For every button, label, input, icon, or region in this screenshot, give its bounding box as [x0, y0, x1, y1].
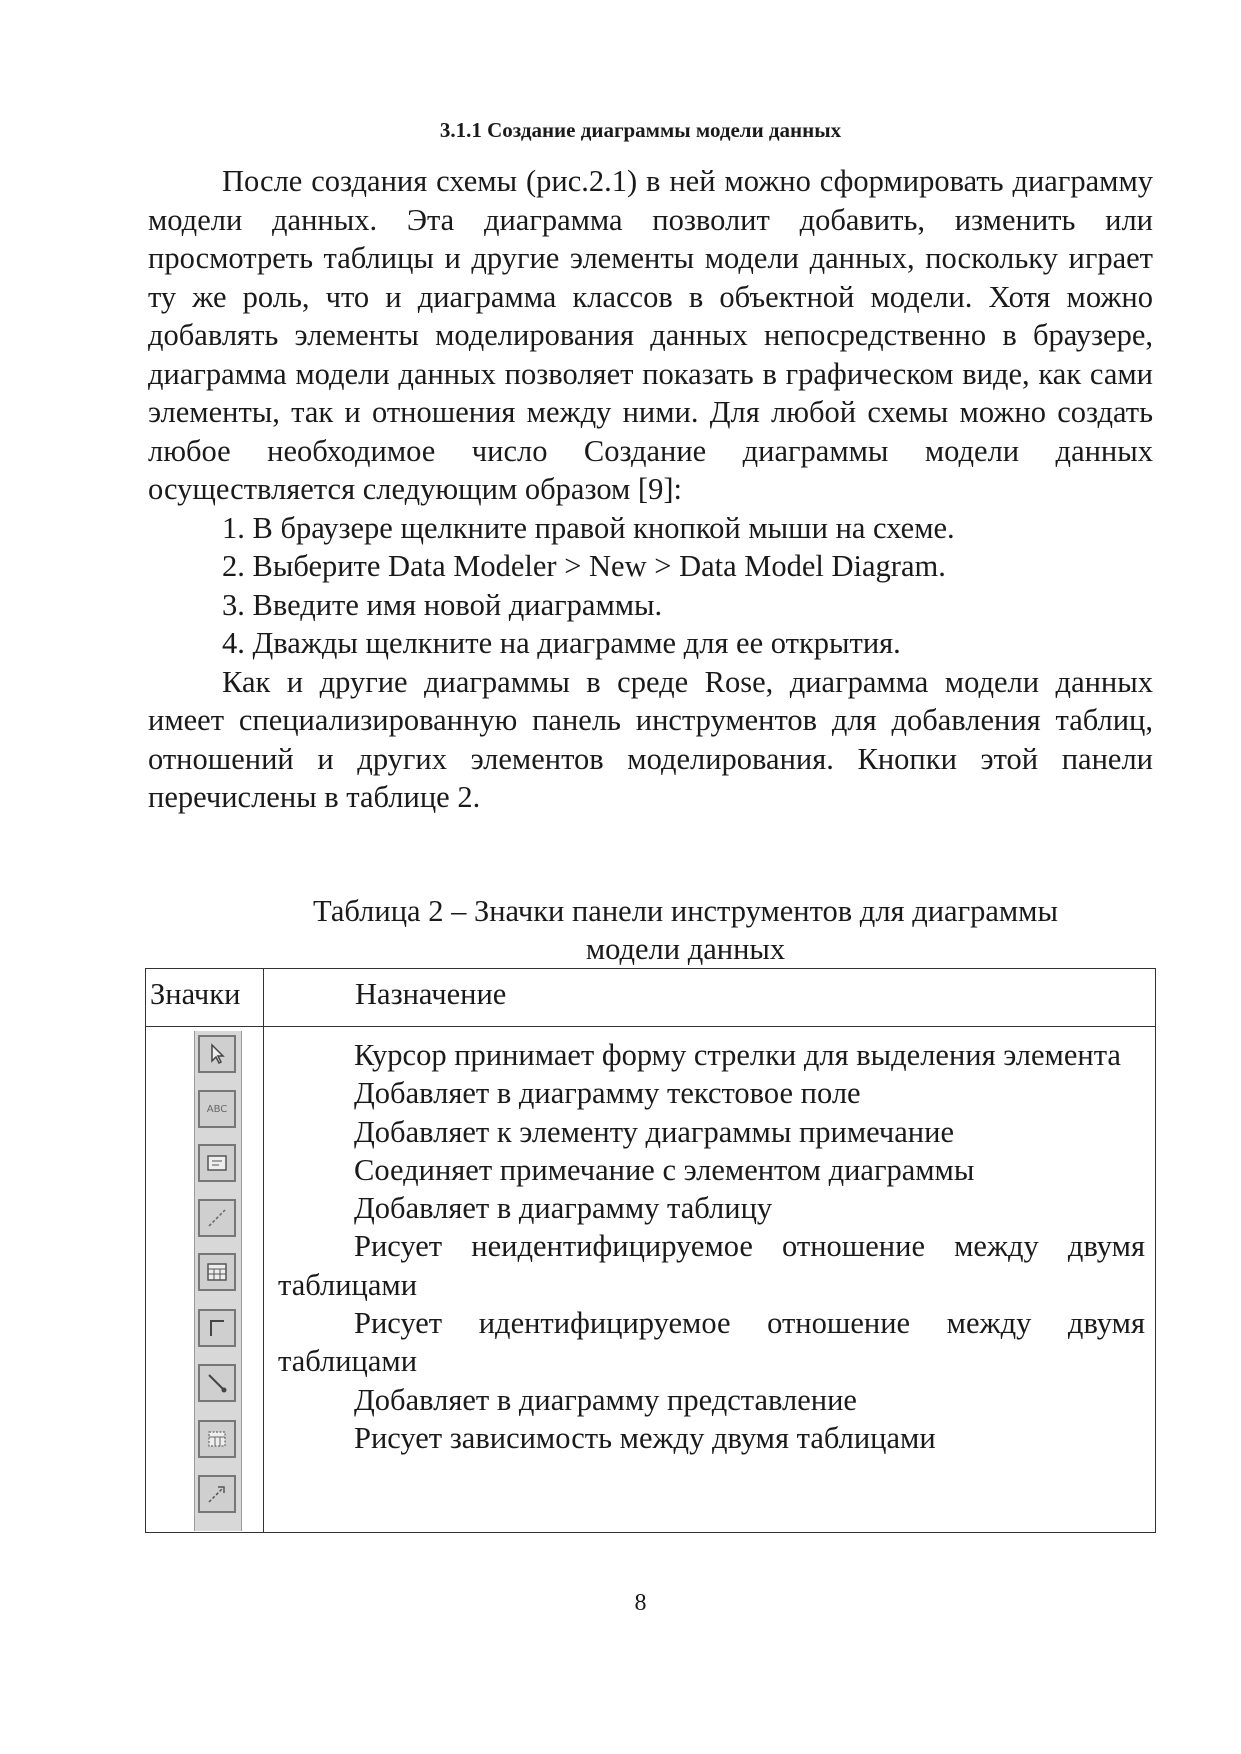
selection-arrow-icon [198, 1035, 236, 1073]
list-item: 4. Дважды щелкните на диаграмме для ее открытия. [222, 626, 901, 660]
page-number: 8 [634, 1590, 647, 1616]
icons-cell [146, 1027, 264, 1533]
descriptions-cell [264, 1027, 1156, 1533]
body-text [148, 162, 1153, 817]
table-row-description: Курсор принимает форму стрелки для выделения элемента [354, 1038, 1121, 1072]
view-icon [198, 1420, 236, 1458]
table-row-description: Рисует идентифицируемое отношение между двумя таблицами [278, 1306, 1145, 1379]
list-item: 3. Введите имя новой диаграммы. [222, 587, 663, 622]
text-box-icon-label: ABC [206, 1103, 228, 1115]
table-row [146, 1027, 1156, 1533]
anchor-note-icon [198, 1199, 236, 1237]
header-purpose: Назначение [264, 969, 1156, 1027]
header-icons: Значки [146, 969, 264, 1027]
table-caption-line-2: модели данных [585, 932, 786, 966]
list-item: 1. В браузере щелкните правой кнопкой мыши на схеме. [222, 510, 955, 545]
table-row-description: Добавляет в диаграмму текстовое поле [354, 1076, 861, 1111]
note-icon [198, 1144, 236, 1182]
table-row-description: Добавляет в диаграмму представление [354, 1382, 857, 1417]
non-identifying-relationship-icon [198, 1309, 236, 1347]
dependency-icon [198, 1475, 236, 1513]
table-caption-line-1: Таблица 2 – Значки панели инструментов для диаграммы [313, 894, 1058, 928]
table-row-description: Добавляет в диаграмму таблицу [354, 1191, 773, 1226]
table-caption [148, 892, 1153, 968]
text-box-icon [198, 1090, 236, 1128]
table-row-description: Добавляет к элементу диаграммы примечание [354, 1114, 954, 1149]
table-row-description: Соединяет примечание с элементом диаграммы [354, 1152, 975, 1187]
toolbar-icon-strip [194, 1031, 242, 1531]
table-icon [198, 1253, 236, 1291]
intro-paragraph: После создания схемы (рис.2.1) в ней можно сформировать диаграмму модели данных. Эта диаграмма позволит добавить, изменить или просмотреть таблицы и другие элементы модели данных, поскольку играет ту же роль, что и диаграмма классов в объектной модели. Хотя можно добавлять элементы моделирования данных непосредственно в браузере, диаграмма модели данных позволяет показать в графическом виде, как сами элементы, так и отношения между ними. Для любой схемы можно создать любое необходимое число Создание диаграммы модели данных осуществляется следующим образом [9]: [148, 164, 1153, 506]
table-header-row [146, 969, 1156, 1027]
list-item: 2. Выберите Data Modeler > New > Data Model Diagram. [222, 549, 946, 583]
identifying-relationship-icon [198, 1364, 236, 1402]
section-heading: 3.1.1 Создание диаграммы модели данных [439, 118, 842, 142]
table-row-description: Рисует неидентифицируемое отношение между двумя таблицами [278, 1229, 1145, 1302]
table-row-description: Рисует зависимость между двумя таблицами [354, 1420, 936, 1455]
toolbar-icons-table [145, 968, 1156, 1533]
toolbar-paragraph: Как и другие диаграммы в среде Rose, диаграмма модели данных имеет специализированную панель инструментов для добавления таблиц, отношений и других элементов моделирования. Кнопки этой панели перечислены в таблице 2. [148, 664, 1153, 814]
